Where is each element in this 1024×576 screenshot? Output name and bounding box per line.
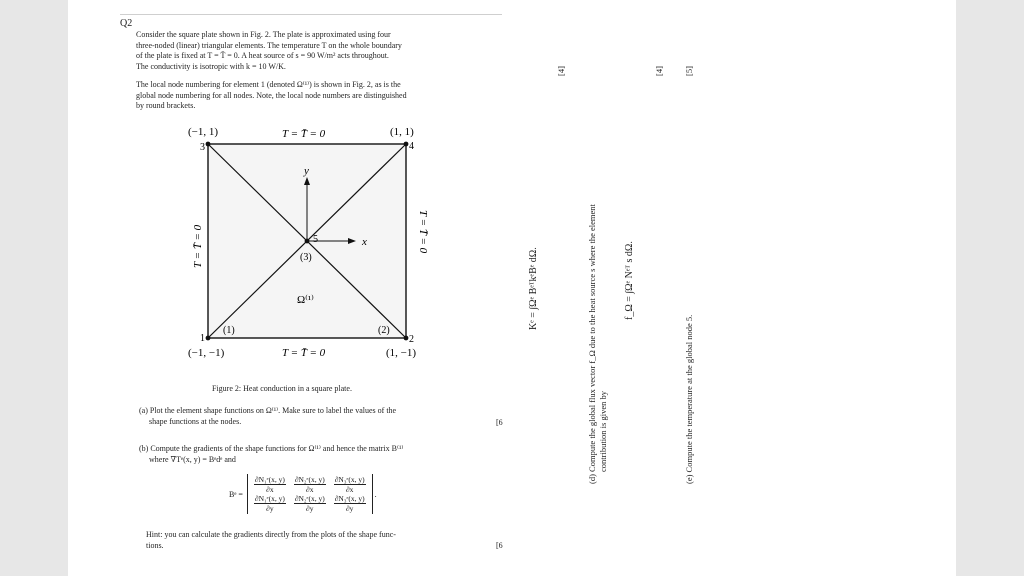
boundary-label-left: T = T̄ = 0 [192,224,204,268]
part-e-marks: [5] [684,66,694,76]
hint [146,530,500,551]
corner-label-bottom-right: (1, −1) [386,347,417,359]
global-node-1: 1 [200,333,205,344]
intro-line: The conductivity is isotropic with k = 10 W/K. [136,61,286,71]
node-dot-3 [206,142,211,147]
matrix-entry-num: ∂N₃ᵉ(x, y) [334,475,365,484]
corner-label-bottom-left: (−1, −1) [188,347,225,359]
matrix-entry-num: ∂N₃ᵉ(x, y) [334,494,365,503]
matrix-entry-den: ∂x [306,485,314,494]
corner-label-top-right: (1, 1) [390,126,414,138]
boundary-label-top: T = T̄ = 0 [282,128,326,140]
global-node-3: 3 [200,142,205,153]
part-b-line: where ∇Tᵉ(x, y) = Bᵉdᵉ and [149,454,236,464]
matrix-entry-num: ∂N₂ᵉ(x, y) [294,494,325,503]
part-a-marks: [6 [496,418,503,427]
part-e-line: (e) Compute the temperature at the global node 5. [684,314,694,484]
intro-line: Consider the square plate shown in Fig. 2. The plate is approximated using four [136,30,391,39]
local-node-3: (3) [300,252,312,263]
matrix-entry-den: ∂y [306,504,314,513]
boundary-label-bottom: T = T̄ = 0 [282,347,326,359]
hint-line: Hint: you can calculate the gradients directly from the plots of the shape func- [146,530,396,539]
matrix-entry-num: ∂N₁ᵉ(x, y) [254,494,285,503]
part-d-line-2: contribution is given by [598,391,608,472]
matrix-entry-den: ∂y [266,504,274,513]
part-d-equation: f_Ω = ∫Ωᵉ Nᵉᵀ s dΩ. [624,241,635,320]
part-c-equation: Kᵉ = ∫Ωᵉ BᵉᵀkᵉBᵉ dΩ. [528,247,539,330]
b-matrix-row-2 [250,494,370,513]
node-dot-2 [404,336,409,341]
numbering-line: by round brackets. [136,101,196,110]
node-dot-1 [206,336,211,341]
hint-line: tions. [146,540,164,550]
matrix-entry-den: ∂x [266,485,274,494]
global-node-4: 4 [409,141,414,152]
top-rule [120,14,502,15]
local-node-2: (2) [378,325,390,336]
part-b-marks: [6 [496,541,503,550]
part-c-marks: [4] [556,66,566,76]
part-b [139,444,493,465]
part-a-line: shape functions at the nodes. [149,416,242,426]
matrix-entry-num: ∂N₁ᵉ(x, y) [254,475,285,484]
node-dot-5 [305,239,310,244]
global-node-5: 5 [313,234,318,245]
intro-line: three-noded (linear) triangular elements. The temperature T on the whole boundary [136,40,402,50]
b-matrix: Bᵉ = $\frac{\text{∂N₁ᵉ(x, y)}}{\partial x}$ $\frac{\text{∂N₂ᵉ(x, y)}}{\partial x}$ $\frac{\text{∂N₃ᵉ(x, y)}}{\partial x}$ $\frac{\text{∂N₁ᵉ(x, y)}}{\partial y}$ $\frac{\text{∂N₂ᵉ(x, y)}}{\partial y}$ $\frac{\text{∂N₃ᵉ(x, y)}}{\partial y}$ . [229,475,377,513]
matrix-entry-den: ∂x [345,485,354,494]
figure-2 [180,120,440,365]
numbering-line: global node numbering for all nodes. Note, the local node numbers are distinguished [136,90,407,100]
axis-label-x: x [362,236,367,248]
figure-caption: Figure 2: Heat conduction in a square plate. [212,384,352,393]
boundary-label-right: T = T̄ = 0 [417,210,429,254]
b-matrix-lhs: Bᵉ = [229,489,243,499]
matrix-entry-num: ∂N₂ᵉ(x, y) [294,475,325,484]
part-d-marks: [4] [654,66,664,76]
b-matrix-brackets [247,474,372,514]
numbering-paragraph [136,80,490,112]
part-a-line: (a) Plot the element shape functions on Ω⁽¹⁾. Make sure to label the values of the [139,406,397,415]
numbering-line: The local node numbering for element 1 (denoted Ω⁽¹⁾) is shown in Fig. 2, as is the [136,80,401,89]
part-d-line-1: (d) Compute the global flux vector f_Ω due to the heat source s where the element [587,204,597,484]
node-dot-4 [404,142,409,147]
local-node-1: (1) [223,325,235,336]
intro-paragraph [136,30,490,72]
element-label: Ω⁽¹⁾ [297,294,314,306]
axis-label-y: y [304,165,309,177]
part-b-line: (b) Compute the gradients of the shape functions for Ω⁽¹⁾ and hence the matrix B⁽¹⁾ [139,444,404,453]
matrix-entry-den: ∂y [345,504,354,513]
corner-label-top-left: (−1, 1) [188,126,219,138]
part-a [139,406,493,427]
question-number: Q2 [120,18,133,29]
global-node-2: 2 [409,334,414,345]
b-matrix-row-1 [250,475,370,494]
intro-line: of the plate is fixed at T = T̄ = 0. A heat source of s = 90 W/m² acts throughout. [136,51,389,60]
